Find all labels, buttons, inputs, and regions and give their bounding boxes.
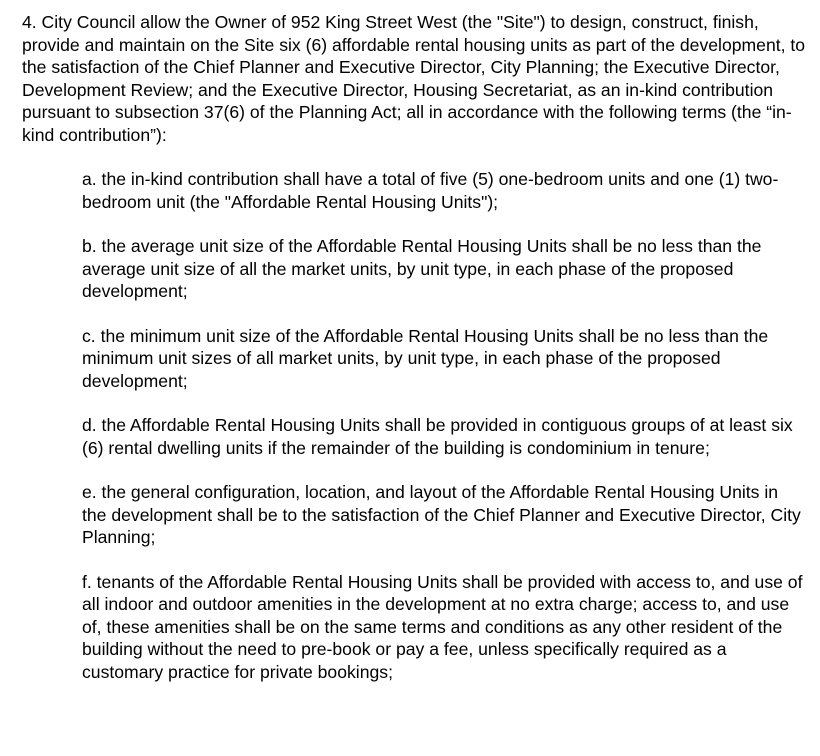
term-a: a. the in-kind contribution shall have a total of five (5) one-bedroom units and one (1) two-bedroom unit (the "Affordable Rental Housing Units"); — [82, 169, 779, 212]
term-e: e. the general configuration, location, and layout of the Affordable Rental Housing Units in the development shall be to the satisfaction of the Chief Planner and Executive Director, City Planning; — [82, 482, 801, 547]
term-c: c. the minimum unit size of the Affordable Rental Housing Units shall be no less than the minimum unit sizes of all market units, by unit type, in each phase of the proposed development; — [82, 325, 769, 391]
term-f: f. tenants of the Affordable Rental Housing Units shall be provided with access to, and use of all indoor and outdoor amenities in the development at no extra charge; access to, and use of, these amenities shall be on the same terms and conditions as any other resident of the building without the need to pre-book or pay a fee, unless specifically required as a customary practice for private bookings; — [82, 571, 803, 682]
term-d: d. the Affordable Rental Housing Units shall be provided in contiguous groups of at least six (6) rental dwelling units if the remainder of the building is condominium in tenure; — [82, 415, 793, 458]
terms-list — [82, 168, 807, 705]
term-b: b. the average unit size of the Affordable Rental Housing Units shall be no less than the average unit size of all the market units, by unit type, in each phase of the proposed development; — [82, 236, 762, 301]
clause-4-paragraph: 4. City Council allow the Owner of 952 King Street West (the "Site") to design, construct, finish, provide and maintain on the Site six (6) affordable rental housing units as part of the development, to the satisfaction of the Chief Planner and Executive Director, City Planning; the Executive Director, Development Review; and the Executive Director, Housing Secretariat, as an in-kind contribution pursuant to subsection 37(6) of the Planning Act; all in accordance with the following terms (the “in-kind contribution”): — [22, 12, 806, 145]
